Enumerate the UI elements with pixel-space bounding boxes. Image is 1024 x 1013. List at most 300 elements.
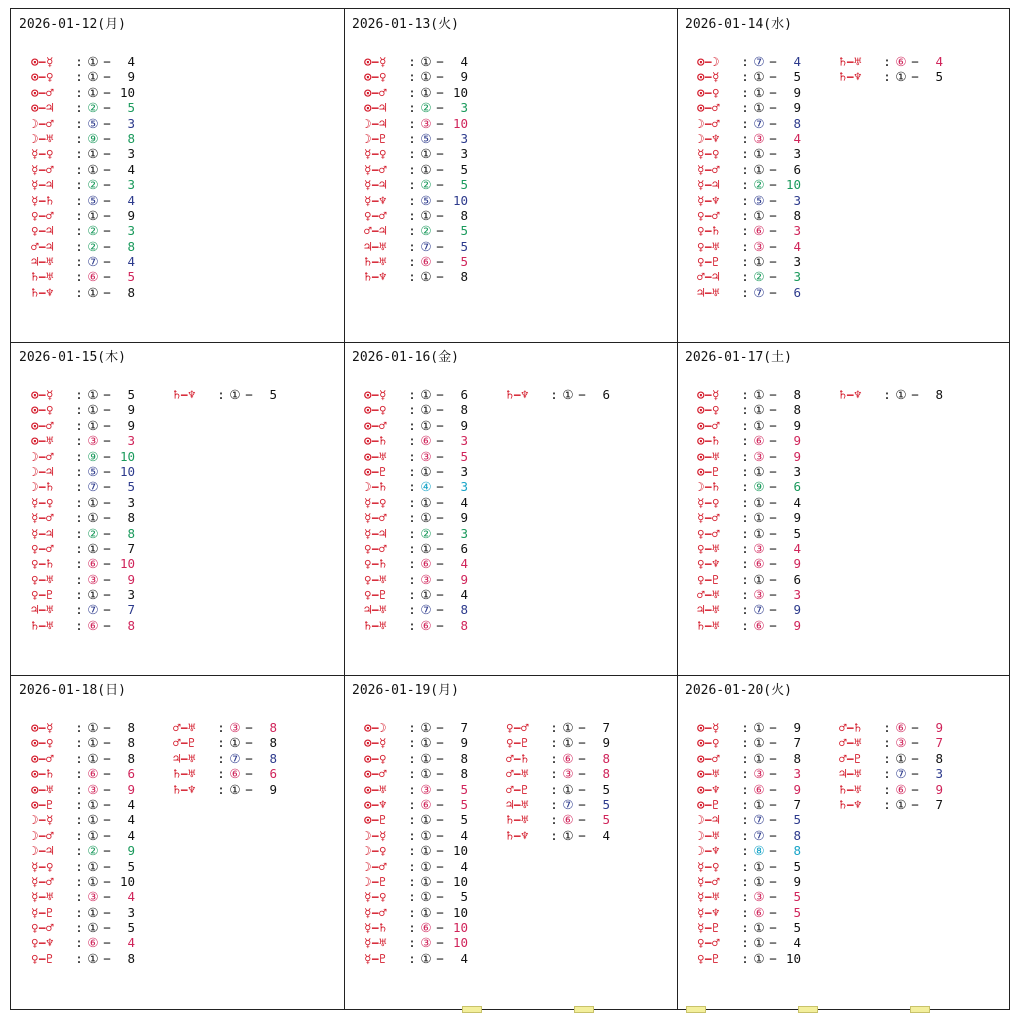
aspect-type: ⑥ [420, 254, 432, 270]
separator: : [408, 387, 416, 402]
day-cell [344, 9, 677, 342]
aspect-type: ① [420, 720, 432, 735]
dash: − [436, 254, 444, 270]
aspect-pair: ♀−♂ [364, 540, 387, 556]
separator: : [408, 617, 416, 633]
dash: − [769, 858, 777, 874]
aspect-value: 9 [793, 433, 801, 449]
aspect-pair: ☽−♃ [697, 812, 720, 828]
aspect-value: 5 [793, 920, 801, 936]
aspect-value: 9 [793, 100, 801, 116]
aspect-pair: ♂−♇ [506, 781, 529, 797]
aspect-row [697, 874, 801, 889]
aspect-row [697, 433, 801, 448]
separator: : [75, 720, 83, 735]
aspect-value: 5 [127, 100, 135, 116]
aspect-value: 4 [793, 130, 801, 146]
day-date: 2026-01-19(月) [352, 683, 459, 698]
dash: − [769, 950, 777, 966]
aspect-pair: ☿−♀ [364, 889, 387, 905]
dash: − [436, 781, 444, 797]
aspect-pair: ♄−♅ [31, 617, 54, 633]
separator: : [75, 433, 83, 449]
aspect-row [31, 859, 135, 874]
dash: − [436, 130, 444, 146]
dash: − [436, 735, 444, 751]
aspect-type: ① [753, 100, 765, 116]
aspect-pair: ♂−♃ [697, 269, 720, 285]
aspect-type: ① [87, 540, 99, 556]
aspect-value: 8 [460, 766, 468, 782]
aspect-pair: ⊙−♅ [31, 433, 54, 449]
aspect-value: 10 [452, 84, 468, 100]
separator: : [75, 617, 83, 633]
aspect-type: ⑥ [87, 556, 99, 572]
aspect-value: 3 [127, 223, 135, 239]
separator: : [408, 827, 416, 843]
aspect-type: ② [420, 177, 432, 193]
dash: − [245, 387, 253, 402]
aspect-type: ⑨ [87, 130, 99, 146]
dash: − [578, 812, 586, 828]
aspect-value: 5 [602, 812, 610, 828]
aspect-value: 6 [793, 571, 801, 587]
aspect-type: ⑥ [420, 617, 432, 633]
aspect-pair: ⊙−♆ [364, 796, 387, 812]
dash: − [769, 617, 777, 633]
aspect-type: ⑥ [87, 617, 99, 633]
separator: : [75, 873, 83, 889]
aspect-type: ③ [562, 766, 574, 782]
aspect-type: ① [420, 587, 432, 603]
aspect-value: 8 [127, 950, 135, 966]
aspect-row [697, 920, 801, 935]
aspect-value: 8 [269, 735, 277, 751]
dash: − [436, 402, 444, 418]
aspect-type: ⑦ [229, 750, 241, 766]
aspect-value: 3 [460, 100, 468, 116]
aspect-value: 3 [460, 433, 468, 449]
separator: : [75, 920, 83, 936]
aspect-row [697, 418, 801, 433]
aspect-value: 5 [602, 796, 610, 812]
aspect-pair: ⊙−♃ [364, 100, 387, 116]
dash: − [769, 177, 777, 193]
aspect-value: 6 [793, 284, 801, 300]
aspect-value: 8 [793, 387, 801, 402]
separator: : [408, 269, 416, 285]
aspect-row [364, 920, 468, 935]
aspect-type: ① [420, 950, 432, 966]
aspect-pair: ♂−♅ [697, 587, 720, 603]
aspect-type: ⑥ [895, 720, 907, 735]
separator: : [408, 766, 416, 782]
aspect-value: 8 [793, 750, 801, 766]
aspect-pair: ⊙−♅ [364, 781, 387, 797]
aspect-row [839, 751, 943, 766]
aspect-column [839, 387, 943, 402]
aspect-pair: ☽−☿ [31, 812, 54, 828]
aspect-value: 8 [127, 238, 135, 254]
dash: − [103, 192, 111, 208]
separator: : [75, 387, 83, 402]
dash: − [103, 130, 111, 146]
aspect-row [697, 269, 801, 284]
aspect-pair: ♃−♅ [173, 750, 196, 766]
aspect-pair: ♄−♆ [31, 284, 54, 300]
aspect-row [697, 131, 801, 146]
aspect-type: ① [87, 402, 99, 418]
separator: : [883, 766, 891, 782]
aspect-value: 5 [127, 479, 135, 495]
aspect-pair: ♃−♅ [364, 602, 387, 618]
dash: − [103, 284, 111, 300]
dash: − [436, 387, 444, 402]
separator: : [408, 950, 416, 966]
aspect-row [364, 177, 468, 192]
dash: − [245, 750, 253, 766]
dash: − [769, 812, 777, 828]
aspect-value: 3 [793, 463, 801, 479]
dash: − [769, 889, 777, 905]
aspect-row [697, 177, 801, 192]
separator: : [741, 766, 749, 782]
aspect-pair: ♀−♇ [364, 587, 387, 603]
separator: : [75, 238, 83, 254]
dash: − [103, 540, 111, 556]
aspect-pair: ☿−♃ [364, 177, 387, 193]
aspect-pair: ⊙−♂ [364, 417, 387, 433]
aspect-row [364, 510, 468, 525]
aspect-row [697, 812, 801, 827]
aspect-column [839, 54, 943, 85]
aspect-value: 3 [460, 146, 468, 162]
aspect-pair: ⊙−♄ [31, 766, 54, 782]
aspect-row [364, 254, 468, 269]
dash: − [436, 858, 444, 874]
aspect-type: ⑤ [753, 192, 765, 208]
aspect-row [697, 495, 801, 510]
aspect-type: ① [753, 161, 765, 177]
aspect-type: ① [87, 161, 99, 177]
aspect-value: 6 [793, 161, 801, 177]
aspect-value: 8 [127, 720, 135, 735]
dash: − [436, 812, 444, 828]
aspect-value: 4 [793, 54, 801, 69]
aspect-type: ③ [87, 781, 99, 797]
dash: − [578, 781, 586, 797]
aspect-value: 10 [452, 935, 468, 951]
aspect-pair: ☿−♆ [364, 192, 387, 208]
aspect-value: 8 [460, 750, 468, 766]
aspect-row [31, 116, 135, 131]
aspect-row [506, 387, 610, 402]
aspect-type: ⑥ [87, 766, 99, 782]
aspect-pair: ♃−♅ [31, 254, 54, 270]
aspect-pair: ⊙−♇ [364, 463, 387, 479]
aspect-value: 3 [460, 130, 468, 146]
separator: : [408, 858, 416, 874]
page-marker [462, 1006, 482, 1013]
aspect-pair: ☿−♃ [364, 525, 387, 541]
separator: : [883, 796, 891, 812]
aspect-pair: ☽−♃ [31, 463, 54, 479]
separator: : [550, 796, 558, 812]
aspect-row [31, 223, 135, 238]
aspect-row [697, 116, 801, 131]
separator: : [883, 781, 891, 797]
aspect-type: ① [87, 146, 99, 162]
aspect-type: ⑦ [753, 115, 765, 131]
day-cell [677, 9, 1010, 342]
aspect-row [364, 162, 468, 177]
separator: : [741, 735, 749, 751]
aspect-type: ① [87, 812, 99, 828]
aspect-value: 5 [602, 781, 610, 797]
aspect-pair: ⊙−♅ [697, 448, 720, 464]
aspect-type: ⑦ [87, 254, 99, 270]
aspect-value: 4 [602, 827, 610, 843]
aspect-row [31, 889, 135, 904]
separator: : [550, 781, 558, 797]
dash: − [436, 54, 444, 69]
aspect-row [364, 85, 468, 100]
aspect-row [364, 387, 468, 402]
separator: : [741, 858, 749, 874]
dash: − [578, 735, 586, 751]
aspect-row [31, 935, 135, 950]
aspect-type: ① [895, 796, 907, 812]
aspect-value: 8 [127, 510, 135, 526]
aspect-type: ① [753, 750, 765, 766]
aspect-value: 4 [793, 238, 801, 254]
aspect-row [31, 602, 135, 617]
day-cell [11, 9, 344, 342]
aspect-row [364, 208, 468, 223]
aspect-row [31, 526, 135, 541]
aspect-value: 4 [460, 587, 468, 603]
aspect-value: 4 [935, 54, 943, 69]
page-marker [798, 1006, 818, 1013]
dash: − [911, 796, 919, 812]
aspect-value: 5 [127, 269, 135, 285]
aspect-pair: ♀−♃ [31, 223, 54, 239]
dash: − [103, 254, 111, 270]
aspect-row [364, 587, 468, 602]
separator: : [217, 735, 225, 751]
aspect-value: 10 [452, 843, 468, 859]
aspect-pair: ☽−♀ [364, 843, 387, 859]
dash: − [436, 556, 444, 572]
aspect-row [31, 131, 135, 146]
dash: − [103, 920, 111, 936]
aspect-value: 5 [460, 781, 468, 797]
dash: − [103, 525, 111, 541]
aspect-row [31, 510, 135, 525]
aspect-pair: ☿−♂ [697, 161, 720, 177]
aspect-pair: ⊙−☽ [697, 54, 720, 69]
dash: − [769, 433, 777, 449]
aspect-value: 8 [793, 402, 801, 418]
dash: − [436, 115, 444, 131]
separator: : [408, 843, 416, 859]
day-cell [677, 675, 1010, 1008]
aspect-row [697, 510, 801, 525]
aspect-type: ① [753, 207, 765, 223]
aspect-type: ① [87, 587, 99, 603]
aspect-type: ③ [753, 238, 765, 254]
aspect-type: ③ [753, 889, 765, 905]
dash: − [578, 827, 586, 843]
aspect-pair: ☽−♂ [31, 827, 54, 843]
separator: : [741, 587, 749, 603]
aspect-value: 9 [127, 571, 135, 587]
separator: : [741, 417, 749, 433]
aspect-type: ① [753, 525, 765, 541]
dash: − [769, 766, 777, 782]
separator: : [75, 177, 83, 193]
separator: : [741, 920, 749, 936]
aspect-type: ① [753, 402, 765, 418]
dash: − [436, 904, 444, 920]
aspect-pair: ☽−♇ [364, 873, 387, 889]
aspect-value: 8 [460, 602, 468, 618]
dash: − [436, 146, 444, 162]
separator: : [741, 617, 749, 633]
aspect-row [173, 782, 277, 797]
aspect-pair: ☽−♂ [31, 115, 54, 131]
aspect-type: ⑦ [753, 284, 765, 300]
separator: : [408, 587, 416, 603]
aspect-type: ① [753, 873, 765, 889]
aspect-row [364, 905, 468, 920]
aspect-pair: ⊙−♃ [31, 100, 54, 116]
aspect-pair: ♀−♂ [364, 207, 387, 223]
dash: − [103, 177, 111, 193]
dash: − [436, 889, 444, 905]
aspect-type: ① [420, 873, 432, 889]
separator: : [408, 540, 416, 556]
separator: : [408, 556, 416, 572]
aspect-type: ① [420, 402, 432, 418]
separator: : [408, 402, 416, 418]
dash: − [245, 735, 253, 751]
dash: − [436, 843, 444, 859]
aspect-row [31, 905, 135, 920]
separator: : [741, 494, 749, 510]
aspect-pair: ☿−♀ [697, 146, 720, 162]
dash: − [911, 735, 919, 751]
aspect-pair: ☿−♆ [697, 904, 720, 920]
aspect-pair: ⊙−☿ [364, 54, 387, 69]
dash: − [436, 602, 444, 618]
aspect-value: 5 [127, 858, 135, 874]
separator: : [741, 192, 749, 208]
aspect-value: 9 [935, 720, 943, 735]
aspect-type: ⑨ [753, 479, 765, 495]
separator: : [75, 494, 83, 510]
aspect-row [364, 797, 468, 812]
aspect-pair: ♃−♅ [697, 602, 720, 618]
aspect-row [839, 782, 943, 797]
dash: − [769, 750, 777, 766]
dash: − [769, 84, 777, 100]
aspect-row [697, 162, 801, 177]
dash: − [103, 238, 111, 254]
separator: : [408, 494, 416, 510]
aspect-type: ① [87, 54, 99, 69]
aspect-pair: ⊙−♂ [697, 100, 720, 116]
aspect-row [697, 556, 801, 571]
dash: − [103, 904, 111, 920]
separator: : [75, 269, 83, 285]
aspect-pair: ⊙−♂ [31, 417, 54, 433]
aspect-type: ① [895, 750, 907, 766]
aspect-type: ② [87, 238, 99, 254]
dash: − [103, 858, 111, 874]
aspect-value: 8 [935, 387, 943, 402]
separator: : [408, 525, 416, 541]
aspect-type: ① [420, 750, 432, 766]
separator: : [408, 935, 416, 951]
aspect-type: ③ [420, 781, 432, 797]
separator: : [75, 146, 83, 162]
aspect-pair: ⊙−☿ [697, 69, 720, 85]
aspect-value: 7 [793, 796, 801, 812]
aspect-value: 10 [119, 463, 135, 479]
aspect-type: ① [562, 720, 574, 735]
separator: : [75, 781, 83, 797]
aspect-type: ① [420, 207, 432, 223]
aspect-value: 5 [793, 858, 801, 874]
dash: − [578, 720, 586, 735]
aspect-row [364, 874, 468, 889]
aspect-row [364, 464, 468, 479]
separator: : [408, 479, 416, 495]
dash: − [769, 463, 777, 479]
separator: : [741, 556, 749, 572]
aspect-value: 4 [460, 494, 468, 510]
aspect-type: ① [753, 146, 765, 162]
aspect-row [31, 54, 135, 69]
aspect-pair: ♄−♆ [506, 387, 529, 402]
aspect-pair: ♂−♄ [839, 720, 862, 735]
dash: − [436, 540, 444, 556]
aspect-type: ④ [420, 479, 432, 495]
dash: − [103, 796, 111, 812]
separator: : [741, 463, 749, 479]
separator: : [741, 84, 749, 100]
dash: − [436, 873, 444, 889]
aspect-type: ① [420, 858, 432, 874]
separator: : [408, 238, 416, 254]
aspect-pair: ♄−♅ [173, 766, 196, 782]
separator: : [217, 387, 225, 402]
separator: : [408, 54, 416, 69]
aspect-value: 10 [119, 556, 135, 572]
separator: : [408, 750, 416, 766]
dash: − [436, 525, 444, 541]
aspect-type: ③ [753, 540, 765, 556]
separator: : [75, 402, 83, 418]
aspect-value: 3 [793, 587, 801, 603]
separator: : [408, 463, 416, 479]
aspect-row [364, 935, 468, 950]
aspect-value: 9 [460, 69, 468, 85]
aspect-type: ① [753, 510, 765, 526]
aspect-value: 10 [452, 192, 468, 208]
aspect-row [31, 556, 135, 571]
